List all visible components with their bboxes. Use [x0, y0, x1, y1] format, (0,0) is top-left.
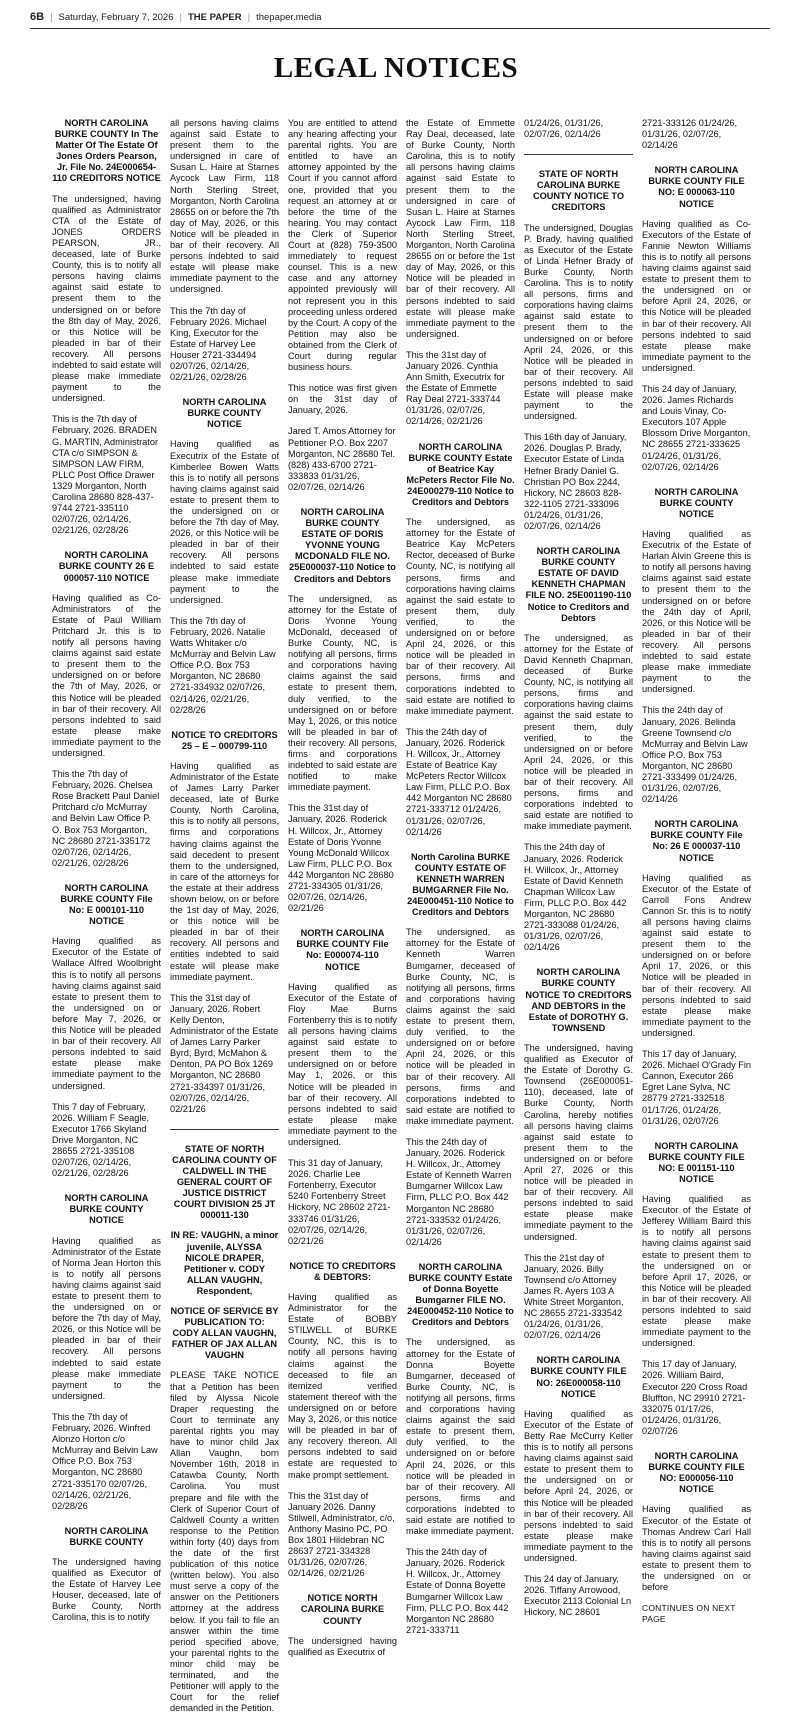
- notice-body: The undersigned, as attorney for the Estate of Donna Boyette Bumgarner, deceased of Burke County, NC, is notifying all persons, firms and corporations having claims against the said estate to present them, duly verified, to the undersigned on or before April 24, 2026, or this notice will be pleaded in bar of their recovery. All persons, firms and corporations indebted to said estate are notified to make immediate payment.: [406, 1337, 515, 1537]
- notice-signature: This 17 day of January, 2026. Michael O'Grady Fin Cannon, Executor 266 Egret Lane Sylva, NC 28779 2721-332518 01/17/26, 01/24/26, 01/31/26, 02/07/26: [642, 1049, 751, 1126]
- paper-site-link[interactable]: thepaper.media: [256, 11, 322, 23]
- page-header: [30, 10, 770, 24]
- notice-body: The undersigned, having qualified as Executor of the Estate of Dorothy G. Townsend (26E000051-110), deceased, late of Burke County, North Carolina, hereby notifies all persons having claims against said estate to present them to the undersigned on or before April 27, 2026 or this notice will be pleaded in bar of their recovery. All persons indebted to said estate please make immediate payment to the undersigned.: [524, 1042, 633, 1242]
- notice-body: Having qualified as Executor of the Estate of Carroll Fons Andrew Cannon Sr. this is to notify all persons having claims against said estate to present them to the undersigned on or before April 17, 2026, or this Notice will be pleaded in bar of their recovery. All persons indebted to said estate please make immediate payment to the undersigned.: [642, 872, 751, 1038]
- notice-heading: NORTH CAROLINA BURKE COUNTY ESTATE OF DORIS YVONNE YOUNG MCDONALD FILE NO. 25E000037-110 Notice to Creditors and Debtors: [289, 507, 396, 584]
- notice-heading: STATE OF NORTH CAROLINA BURKE COUNTY NOTICE TO CREDITORS: [532, 169, 625, 213]
- notice-heading: STATE OF NORTH CAROLINA COUNTY OF CALDWELL IN THE GENERAL COURT OF JUSTICE DISTRICT COURT DIVISION 25 JT 000011-130: [172, 1143, 277, 1221]
- notice-heading: NORTH CAROLINA BURKE COUNTY Estate of Beatrice Kay McPeters Rector File No. 24E000279-110 Notice to Creditors and Debtors: [406, 441, 515, 507]
- notice-signature: Jared T. Amos Attorney for Petitioner P.O. Box 2207 Morganton, NC 28680 Tel. (828) 433-6700 2721-333833 01/31/26, 02/07/26, 02/14/26: [288, 426, 396, 492]
- notice-body: Having qualified as Executor of the Estate of Floy Mae Burns Fortenberry this is to notify all persons having claims against said estate to present them to the undersigned on or before May 1, 2026, or this Notice will be pleaded in bar of their recovery. All persons indebted to said estate please make immediate payment to the undersigned.: [288, 981, 397, 1147]
- notice-body: Having qualified as Administrator of the Estate of Norma Jean Horton this is to notify all persons having claims against said estate to present them to the undersigned on or before the 7th day of May, 2026, or this Notice will be pleaded in bar of their recovery. All persons indebted to said estate please make immediate payment to the undersigned.: [52, 1235, 161, 1401]
- header-divider: |: [50, 11, 53, 23]
- notice-signature: This is the 7th day of February, 2026. BRADEN G. MARTIN, Administrator CTA c/o SIMPSON & SIMPSON LAW FIRM, PLLC Post Office Drawer 1329 Morganton, North Carolina 28680 828-437-9744 2721-335110 02/07/26, 02/14/26, 02/21/26, 02/28/26: [52, 414, 159, 536]
- notice-heading: NOTICE OF SERVICE BY PUBLICATION TO: CODY ALLAN VAUGHN, FATHER OF JAX ALLAN VAUGHN: [170, 1306, 279, 1361]
- notice-body: The undersigned, as attorney for the Estate of Kenneth Warren Bumgarner, deceased of Burke County, NC, is notifying all persons, firms and corporations having claims against the said estate to present them, duly verified, to the undersigned on or before April 24, 2026, or this notice will be pleaded in bar of their recovery. All persons, firms and corporations indebted to said estate are notified to make immediate payment.: [406, 927, 515, 1126]
- notice-heading: NORTH CAROLINA BURKE COUNTY FILE NO: E 000063-110 NOTICE: [648, 165, 745, 209]
- notice-body: Having qualified as Administrator of the Estate of James Larry Parker deceased, late of Burke County, North Carolina, this is to notify all persons, firms and corporations having claims against the said decedent to present them to the undersigned, in care of the attorneys for the estate at their address shown below, on or before the 1st day of May, 2026, or this notice will be pleaded in bar of their recovery. All persons and entities indebted to said estate will please make immediate payment.: [170, 760, 279, 982]
- notice-signature: This the 24th day of January, 2026. Roderick H. Willcox, Jr., Attorney Estate of Kenneth Warren Bumgarner Willcox Law Firm, PLLC P.O. Box 442 Morganton NC 28680 2721-333532 01/24/26, 01/31/26, 02/07/26, 02/14/26: [406, 1136, 512, 1247]
- notice-heading: NOTICE TO CREDITORS & DEBTORS:: [289, 1260, 396, 1282]
- notice-body: the Estate of Emmette Ray Deal, deceased, late of Burke County, North Carolina, this is to notify all persons having claims against said Estate to present them to the undersigned in care of Susan L. Haire at Starnes Aycock Law Firm, 118 North Sterling Street, Morganton, North Carolina 28655 on or before the 1st day of May, 2026, or this Notice will be pleaded in bar of their recovery. All persons indebted to said estate will please make immediate payment to the undersigned.: [406, 118, 515, 339]
- notice-signature: This the 31st day of January, 2026. Roderick H. Willcox, Jr., Attorney Estate of Doris Yvonne Young McDonald Willcox Law Firm, PLLC P.O. Box 442 Morganton NC 28680 2721-334305 01/31/26, 02/07/26, 02/14/26, 02/21/26: [288, 803, 394, 914]
- notice-signature: This the 24th day of January, 2026. Roderick H. Willcox, Jr., Attorney Estate of David Kenneth Chapman Willcox Law Firm, PLLC P.O. Box 442 Morganton, NC 28680 2721-333088 01/24/26, 01/31/26, 02/07/26, 02/14/26: [524, 842, 627, 953]
- notice-body: Having qualified as Executor of the Estate of Thomas Andrew Carl Hall this is to notify all persons having claims against said estate to present them to the undersigned on or before: [642, 1504, 751, 1593]
- notice-body: Having qualified as Executor of the Estate of Betty Rae McCurry Keller this is to notify all persons having claims against said estate to present them to the undersigned on or before April 24, 2026, or this Notice will be pleaded in bar of their recovery. All persons indebted to said estate please make immediate payment to the undersigned.: [524, 1408, 633, 1563]
- notice-heading: NORTH CAROLINA BURKE COUNTY NOTICE TO CREDITORS AND DEBTORS in the Estate of DOROTHY G. TOWNSEND: [525, 967, 632, 1033]
- notice-heading: NOTICE TO CREDITORS 25 – E – 000799-110: [171, 729, 278, 751]
- notice-heading: NORTH CAROLINA BURKE COUNTY Estate of Donna Boyette Bumgarner FILE NO. 24E000452-110 Notice to Creditors and Debtors: [407, 1261, 514, 1328]
- notice-body: The undersigned, as attorney for the Estate of David Kenneth Chapman, deceased of Burke County, NC, is notifying all persons, firms and corporations having claims against the said estate to present them, duly verified, to the undersigned on or before April 24, 2026, or this notice will be pleaded in bar of their recovery. All persons, firms and corporations indebted to said estate are notified to make immediate payment.: [524, 632, 633, 832]
- notice-heading: NORTH CAROLINA BURKE COUNTY 26 E 000057-110 NOTICE: [58, 550, 155, 583]
- notices-column-2: [170, 118, 279, 1714]
- notice-body: PLEASE TAKE NOTICE that a Petition has been filed by Alyssa Nicole Draper requesting the Court to terminate any parental rights you may have to minor child Jax Allan Vaughn, born November 16th, 2018 in Catawba County, North Carolina. You must prepare and file with the Clerk of Superior Court of Caldwell County a written response to the Petition within forty (40) days from the date of the first publication of this notice (written below). You also must serve a copy of the answer on the Petitioners attorney at the address below. If you fail to file an answer within the time period specified above, your parental rights to the minor child may be terminated, and the Petitioner will apply to the Court for the relief demanded in the Petition.: [170, 1370, 279, 1714]
- notice-signature: 01/24/26, 01/31/26, 02/07/26, 02/14/26: [524, 118, 604, 140]
- notices-column-5: [524, 118, 633, 1618]
- notice-body: Having qualified as Executrix of the Estate of Harlan Alvin Greene this is to notify all persons having claims against said estate to present them to the undersigned on or before the 24th day of April, 2026, or this Notice will be pleaded in bar of their recovery. All persons indebted to said estate please make immediate payment to the undersigned.: [642, 529, 751, 695]
- notice-signature: This the 7th day of February 2026. Michael King, Executor for the Estate of Harvey Lee Houser 2721-334494 02/07/26, 02/14/26, 02/21/26, 02/28/26: [170, 305, 267, 383]
- notice-signature: This the 31st day of January 2026. Cynthia Ann Smith, Executrix for the Estate of Emmette Ray Deal 2721-333744 01/31/26, 02/07/26, 02/14/26, 02/21/26: [406, 349, 505, 427]
- notices-columns: [52, 118, 755, 1714]
- notice-signature: This the 21st day of January, 2026. Billy Townsend c/o Attorney James R. Ayers 103 A White Street Morganton, NC 28655 2721-333542 01/24/26, 01/31/26, 02/07/26, 02/14/26: [524, 1252, 624, 1341]
- notice-body: all persons having claims against said Estate to present them to the undersigned in care of Susan L. Haire at Starnes Aycock Law Firm, 118 North Sterling Street, Morganton, North Carolina 28655 on or before the 7th day of May, 2026, or this Notice will be pleaded in bar of their recovery. All persons indebted to said estate will please make immediate payment to the undersigned.: [170, 118, 279, 295]
- notice-signature: This 24 day of January, 2026. James Richards and Louis Vinay, Co-Executors 107 Apple Blossom Drive Morganton, NC 28655 2721-333625 01/24/26, 01/31/26, 02/07/26, 02/14/26: [642, 383, 751, 472]
- notices-column-1: [52, 118, 161, 1623]
- notice-signature: This the 24th day of January, 2026. Roderick H. Willcox, Jr., Attorney Estate of Donna Boyette Bumgarner Willcox Law Firm, PLLC P.O. Box 442 Morganton NC 28680 2721-333711: [406, 1547, 509, 1635]
- notice-body: The undersigned having qualified as Executrix of: [288, 1635, 397, 1657]
- header-divider: |: [179, 11, 182, 23]
- notice-heading: NOTICE NORTH CAROLINA BURKE COUNTY: [300, 1593, 385, 1626]
- notice-signature: This the 24th day of January, 2026. Roderick H. Willcox, Jr., Attorney Estate of Beatrice Kay McPeters Rector Willcox Law Firm, PLLC P.O. Box 442 Morganton NC 28680 2721-333712 01/24/26, 01/31/26, 02/07/26, 02/14/26: [406, 726, 512, 837]
- notice-signature: 2721-333126 01/24/26, 01/31/26, 02/07/26, 02/14/26: [642, 118, 738, 151]
- notice-heading: NORTH CAROLINA BURKE COUNTY File No: 26 E 000037-110 NOTICE: [650, 819, 743, 863]
- notice-heading: NORTH CAROLINA BURKE COUNTY FILE NO: E000056-110 NOTICE: [648, 1451, 745, 1495]
- notice-heading: NORTH CAROLINA BURKE COUNTY File No: E000074-110 NOTICE: [296, 928, 389, 972]
- header-rule: [30, 28, 770, 29]
- notice-body: The undersigned, Douglas P. Brady, having qualified as Executor of the Estate of Linda Hefner Brady of Burke County, North Carolina. This is to notify all persons, firms and corporations having claims against said estate to present them to the undersigned on or before April 24, 2026, or this Notice will be pleaded in bar of their recovery. All persons indebted to said Estate will please make payment to the undersigned.: [524, 222, 633, 422]
- notice-body: The undersigned, having qualified as Administrator CTA of the Estate of JONES ORDERS PEARSON, JR., deceased, late of Burke County, this is to notify all persons having claims against said estate to present them to the undersigned on or before the 8th day of May, 2026, or this Notice will be pleaded in bar of their recovery. All persons indebted to said estate will please make immediate payment to the undersigned.: [52, 193, 161, 404]
- notice-heading: North Carolina BURKE COUNTY ESTATE OF KENNETH WARREN BUMGARNER File No. 24E000451-110 Notice to Creditors and Debtors: [407, 851, 514, 918]
- notice-heading: NORTH CAROLINA BURKE COUNTY FILE NO: 26E000058-110 NOTICE: [530, 1355, 627, 1399]
- notice-body: The undersigned, as attorney for the Estate of Beatrice Kay McPeters Rector, deceased of Burke County, NC, is notifying all persons, firms and corporations having claims against the said estate to present them, duly verified, to the undersigned on or before April 24, 2026, or this notice will be pleaded in bar of their recovery. All persons, firms and corporations indebted to said estate are notified to make immediate payment.: [406, 517, 515, 716]
- notice-signature: This 31 day of January, 2026. Charlie Lee Fortenberry, Executor 5240 Fortenberry Street Hickory, NC 28602 2721-333746 01/31/26, 02/07/26, 02/14/26, 02/21/26: [288, 1158, 391, 1246]
- notice-signature: This 24 day of January, 2026. Tiffany Arrowood, Executor 2113 Colonial Ln Hickory, NC 28601: [524, 1574, 632, 1618]
- notice-signature: This 16th day of January, 2026. Douglas P. Brady, Executor Estate of Linda Hefner Brady Daniel G. Christian PO Box 2244, Hickory, NC 28603 828-322-1105 2721-333096 01/24/26, 01/31/26, 02/07/26, 02/14/26: [524, 432, 627, 531]
- notice-body: Having qualified as Executrix of the Estate of Kimberlee Bowen Watts this is to notify all persons having claims against said estate to present them to the undersigned on or before the 7th day of May, 2026, or this Notice will be pleaded in bar of their recovery. All persons indebted to said estate please make immediate payment to the undersigned.: [170, 439, 279, 605]
- notice-signature: This 17 day of January, 2026. William Baird, Executor 220 Cross Road Bluffton, NC 29910 2721-332075 01/17/26, 01/24/26, 01/31/26, 02/07/26: [642, 1359, 748, 1436]
- notice-heading: NORTH CAROLINA BURKE COUNTY: [64, 1525, 149, 1547]
- header-divider: |: [247, 11, 251, 23]
- notice-signature: This 7 day of February, 2026. William F Seagle, Executor 1766 Skyland Drive Morganton, NC 28655 2721-335108 02/07/26, 02/14/26, 02/21/26, 02/28/26: [52, 1101, 150, 1179]
- notice-heading: NORTH CAROLINA BURKE COUNTY FILE NO: E 001151-110 NOTICE: [648, 1140, 745, 1184]
- notices-column-6: [642, 118, 751, 1625]
- notice-body: You are entitled to attend any hearing affecting your parental rights. You are entitled to have an attorney appointed by the Court if you cannot afford one, provided that you request an attorney at or before the time of the hearing. You may contact the Clerk of Superior Court at (828) 759-3500 immediately to request counsel. This is a new case and any attorney appointed previously will not represent you in this proceeding unless ordered by the Court. A copy of the Petition may also be obtained from the Clerk of Court during regular business hours.: [288, 118, 397, 373]
- notice-heading: NORTH CAROLINA BURKE COUNTY In The Matter Of The Estate Of Jones Orders Pearson, Jr. File No. 24E000654-110 CREDITORS NOTICE: [52, 118, 161, 184]
- notice-divider: [170, 1129, 279, 1130]
- notices-column-3: [288, 118, 397, 1657]
- notice-signature: This the 7th day of February, 2026. Winfred Alonzo Horton c/o McMurray and Belvin Law Office P.O. Box 753 Morganton, NC 28680 2721-335170 02/07/26, 02/14/26, 02/21/26, 02/28/26: [52, 1411, 158, 1511]
- notice-body: The undersigned having qualified as Executor of the Estate of Harvey Lee Houser, deceased, late of Burke County, North Carolina, this is to notify: [52, 1556, 161, 1623]
- issue-date: Saturday, February 7, 2026: [58, 11, 174, 23]
- notice-body: The undersigned, as attorney for the Estate of Doris Yvonne Young McDonald, deceased of Burke County, NC, is notifying all persons, firms and corporations having claims against the said estate to present them, duly verified, to the undersigned on or before May 1, 2026, or this notice will be pleaded in bar of their recovery. All persons, firms and corporations indebted to said estate are notified to make immediate payment.: [288, 593, 397, 793]
- notice-body: This notice was first given on the 31st day of January, 2026.: [288, 383, 397, 416]
- notice-heading: NORTH CAROLINA BURKE COUNTY NOTICE: [182, 397, 267, 430]
- paper-name: THE PAPER: [187, 11, 242, 23]
- section-title: LEGAL NOTICES: [273, 52, 519, 84]
- notice-heading: NORTH CAROLINA BURKE COUNTY NOTICE: [654, 486, 739, 519]
- notice-signature: This the 31st day of January, 2026. Robert Kelly Denton, Administrator of the Estate of James Larry Parker Byrd, Byrd, McMahon & Denton, PA PO Box 1269 Morganton, NC 28680 2721-334397 01/31/26, 02/07/26, 02/14/26, 02/21/26: [170, 992, 279, 1114]
- notice-body: Having qualified as Executor of the Estate of Jefferey William Baird this is to notify all persons having claims against said estate to present them to the undersigned on or before April 17, 2026, or this Notice will be pleaded in bar of their recovery. All persons indebted to said estate please make immediate payment to the undersigned.: [642, 1194, 751, 1349]
- notice-signature: This the 7th day of February, 2026. Chelsea Rose Brackett Paul Daniel Pritchard c/o McMurray and Belvin Law Office P. O. Box 753 Morganton, NC 28680 2721-335172 02/07/26, 02/14/26, 02/21/26, 02/28/26: [52, 769, 160, 868]
- page-number: 6B: [30, 11, 45, 23]
- notice-divider: [524, 154, 633, 155]
- notice-body: Having qualified as Co-Administrators of the Estate of Paul William Pritchard Jr. this is to notify all persons having claims against said estate to present them to the undersigned on or before the 7th of May, 2026, or this Notice will be pleaded in bar of their recovery. All persons indebted to said estate please make immediate payment to the undersigned.: [52, 592, 161, 758]
- notice-body: Having qualified as Executor of the Estate of Wallace Alfred Woolbright this is to notify all persons having claims against said estate to present them to the undersigned on or before May 7, 2026, or this Notice will be pleaded in bar of their recovery. All persons indebted to said estate please make immediate payment to the undersigned.: [52, 936, 161, 1091]
- notices-column-4: [406, 118, 515, 1635]
- notice-signature: This the 31st day of January 2026. Danny Stilwell, Administrator, c/o, Anthony Masino PC, PO Box 1801 Hildebran NC 28637 2721-334328 01/31/26, 02/07/26, 02/14/26, 02/21/26: [288, 1490, 395, 1579]
- notice-body: Having qualified as Administrator for the Estate of BOBBY STILWELL of BURKE County, NC, this is to notify all persons having claims against the deceased to file an itemized verified statement thereof with the undersigned on or before May 3, 2026, or this notice will be pleaded in bar of any recovery thereon. All persons indebted to said estate are requested to make prompt settlement.: [288, 1292, 397, 1480]
- notice-signature: This the 7th day of February, 2026. Natalie Watts Whitaker c/o McMurray and Belvin Law Office P.O. Box 753 Morganton, NC 28680 2721-334932 02/07/26, 02/14/26, 02/21/26, 02/28/26: [170, 615, 276, 715]
- notice-heading: NORTH CAROLINA BURKE COUNTY ESTATE OF DAVID KENNETH CHAPMAN FILE NO. 25E001190-110 Notice to Creditors and Debtors: [525, 546, 632, 623]
- notice-heading: NORTH CAROLINA BURKE COUNTY NOTICE: [64, 1193, 149, 1226]
- continues-next-page: CONTINUES ON NEXT PAGE: [642, 1603, 736, 1625]
- notice-signature: This the 24th day of January, 2026. Belinda Greene Townsend c/o McMurray and Belvin Law Office P.O. Box 753 Morganton, NC 28680 2721-333499 01/24/26, 01/31/26, 02/07/26, 02/14/26: [642, 705, 748, 805]
- notice-heading: IN RE: VAUGHN, a minor juvenile, ALYSSA NICOLE DRAPER, Petitioner v. CODY ALLAN VAUGHN, Respondent,: [170, 1230, 279, 1296]
- notice-body: Having qualified as Co-Executors of the Estate of Fannie Newton Williams this is to notify all persons having claims against said estate to present them to the undersigned on or before April 24, 2026, or this Notice will be pleaded in bar of their recovery. All persons indebted to said estate please make immediate payment to the undersigned.: [642, 218, 751, 373]
- notice-heading: NORTH CAROLINA BURKE COUNTY File No: E 000101-110 NOTICE: [60, 882, 153, 927]
